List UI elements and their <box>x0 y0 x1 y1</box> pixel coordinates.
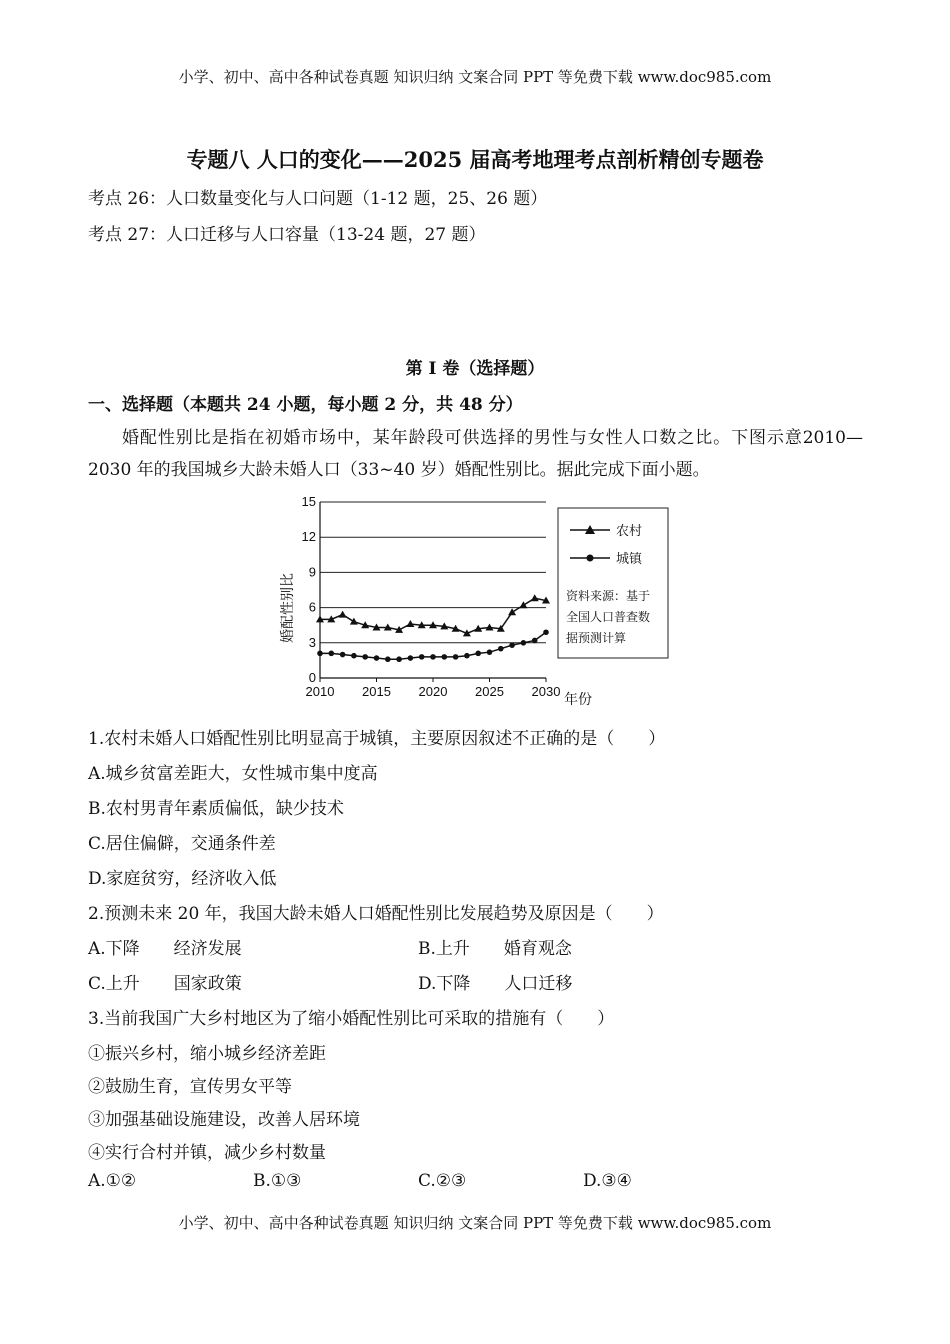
y-tick-label: 12 <box>301 529 316 545</box>
y-tick-label: 3 <box>308 634 316 650</box>
rural-point <box>406 620 414 627</box>
x-tick-label: 2010 <box>305 684 335 699</box>
chart-legend <box>558 508 668 658</box>
urban-point <box>351 653 357 659</box>
q3-option-a[interactable]: A.①② <box>88 1171 137 1191</box>
urban-point <box>487 649 493 655</box>
y-tick-label: 0 <box>308 670 316 685</box>
urban-point <box>430 654 436 660</box>
urban-point <box>475 651 481 657</box>
sex-ratio-chart <box>270 490 690 715</box>
q3-item-1: ①振兴乡村，缩小城乡经济差距 <box>88 1044 326 1064</box>
x-axis-label: 年份 <box>564 692 592 708</box>
rural-point <box>508 608 516 615</box>
legend-label-rural: 农村 <box>616 524 643 539</box>
urban-point <box>396 656 402 662</box>
q3-option-d[interactable]: D.③④ <box>583 1171 632 1191</box>
rural-point <box>519 601 527 608</box>
urban-point <box>374 655 380 661</box>
q1-option-c[interactable]: C.居住偏僻，交通条件差 <box>88 834 276 854</box>
urban-point <box>385 656 391 662</box>
y-tick-label: 9 <box>308 564 316 580</box>
urban-point <box>442 654 448 660</box>
q1-option-b[interactable]: B.农村男青年素质偏低，缺少技术 <box>88 799 344 819</box>
y-tick-label: 15 <box>301 494 316 509</box>
q3-option-b[interactable]: B.①③ <box>253 1171 302 1191</box>
urban-point <box>362 654 368 660</box>
q1-option-a[interactable]: A.城乡贫富差距大，女性城市集中度高 <box>88 764 378 784</box>
q2-stem: 2.预测未来 20 年，我国大龄未婚人口婚配性别比发展趋势及原因是（ ） <box>88 904 664 924</box>
q2-option-b[interactable]: B.上升 婚育观念 <box>418 939 572 959</box>
urban-point <box>408 655 414 661</box>
page-title: 专题八 人口的变化——2025 届高考地理考点剖析精创专题卷 <box>186 147 764 172</box>
x-tick-label: 2030 <box>531 684 561 699</box>
urban-point <box>521 640 527 646</box>
rural-point <box>486 624 494 631</box>
q2-option-a[interactable]: A.下降 经济发展 <box>88 939 242 959</box>
y-tick-label: 6 <box>308 599 316 615</box>
y-axis-label: 婚配性别比 <box>280 573 296 643</box>
urban-point <box>543 629 549 635</box>
source-note-line-1: 资料来源：基于 <box>566 589 651 603</box>
urban-point <box>509 642 515 648</box>
rural-point <box>531 594 539 601</box>
kaodian-27: 考点 27：人口迁移与人口容量（13-24 题，27 题） <box>88 225 486 245</box>
legend-label-urban: 城镇 <box>616 552 643 567</box>
x-tick-label: 2015 <box>362 684 391 699</box>
urban-point <box>464 653 470 659</box>
q3-item-3: ③加强基础设施建设，改善人居环境 <box>88 1110 360 1130</box>
urban-point <box>329 651 335 657</box>
rural-point <box>350 618 358 625</box>
q3-option-c[interactable]: C.②③ <box>418 1171 467 1191</box>
q3-stem: 3.当前我国广大乡村地区为了缩小婚配性别比可采取的措施有（ ） <box>88 1009 615 1029</box>
source-note-line-2: 全国人口普查数 <box>566 610 651 624</box>
source-note-line-3: 据预测计算 <box>566 631 627 645</box>
urban-point <box>419 654 425 660</box>
rural-point <box>339 611 347 618</box>
intro-paragraph: 婚配性别比是指在初婚市场中，某年龄段可供选择的男性与女性人口数之比。下图示意2010—2030 年的我国城乡大龄未婚人口（33~40 岁）婚配性别比。据此完成下面小题。 <box>88 428 863 480</box>
q3-item-2: ②鼓励生育，宣传男女平等 <box>88 1077 292 1097</box>
section-title: 第 I 卷（选择题） <box>405 359 545 379</box>
urban-point <box>532 638 538 644</box>
q1-option-d[interactable]: D.家庭贫穷，经济收入低 <box>88 869 277 889</box>
x-tick-label: 2025 <box>475 684 504 699</box>
q2-option-c[interactable]: C.上升 国家政策 <box>88 974 242 994</box>
page-header: 小学、初中、高中各种试卷真题 知识归纳 文案合同 PPT 等免费下载 www.doc985.com <box>178 68 772 86</box>
urban-point <box>453 654 459 660</box>
kaodian-26: 考点 26：人口数量变化与人口问题（1-12 题，25、26 题） <box>88 189 548 209</box>
x-tick-label: 2020 <box>418 684 448 699</box>
page-footer: 小学、初中、高中各种试卷真题 知识归纳 文案合同 PPT 等免费下载 www.doc985.com <box>178 1214 772 1232</box>
q1-stem: 1.农村未婚人口婚配性别比明显高于城镇，主要原因叙述不正确的是（ ） <box>88 729 666 749</box>
urban-point <box>340 652 346 658</box>
part-title: 一、选择题（本题共 24 小题，每小题 2 分，共 48 分） <box>88 395 523 415</box>
q2-option-d[interactable]: D.下降 人口迁移 <box>418 974 573 994</box>
q3-item-4: ④实行合村并镇，减少乡村数量 <box>88 1143 326 1163</box>
urban-point <box>498 646 504 652</box>
legend-marker-urban <box>587 555 594 562</box>
